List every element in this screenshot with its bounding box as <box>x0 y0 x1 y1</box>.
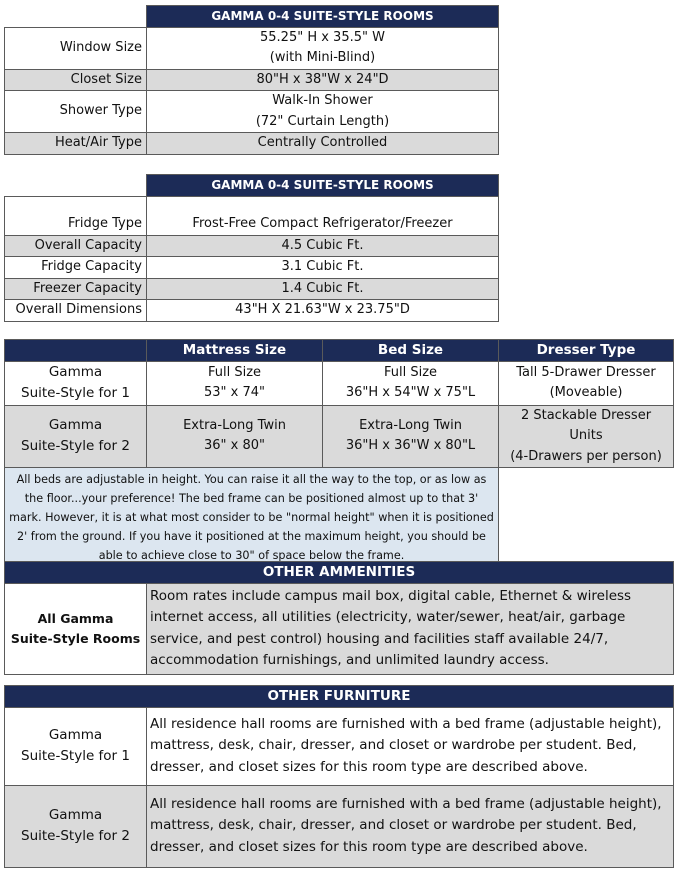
dresser-type-1: Tall 5-Drawer Dresser (Moveable) <box>499 361 674 405</box>
other-furniture-text-2: All residence hall rooms are furnished with a bed frame (adjustable height), mattress, desk, chair, dresser, and closet or wardrobe per student. Bed, dresser, and closet sizes for this room type are described above. <box>147 785 674 867</box>
mattress-size-2: Extra-Long Twin 36" x 80" <box>147 405 323 468</box>
other-furniture-room-label-1: Gamma Suite-Style for 1 <box>5 707 147 785</box>
overall-dimensions-value: 43"H X 21.63"W x 23.75"D <box>147 300 499 322</box>
room-specs-table <box>4 5 499 155</box>
window-size-value: 55.25" H x 35.5" W (with Mini-Blind) <box>147 27 499 69</box>
overall-capacity-value: 4.5 Cubic Ft. <box>147 235 499 257</box>
freezer-capacity-value: 1.4 Cubic Ft. <box>147 278 499 300</box>
amenities-header: OTHER AMMENITIES <box>5 562 674 584</box>
other-furniture-text-1: All residence hall rooms are furnished with a bed frame (adjustable height), mattress, desk, chair, dresser, and closet or wardrobe per student. Bed, dresser, and closet sizes for this room type are described above. <box>147 707 674 785</box>
mattress-size-1: Full Size 53" x 74" <box>147 361 323 405</box>
bed-size-1: Full Size 36"H x 54"W x 75"L <box>323 361 499 405</box>
room-specs-header: GAMMA 0-4 SUITE-STYLE ROOMS <box>147 6 499 28</box>
amenities-text: Room rates include campus mail box, digital cable, Ethernet & wireless internet access, all utilities (electricity, water/sewer, heat/air, garbage service, and pest control) housing and facilities staff available 24/7, accommodation furnishings, and unlimited laundry access. <box>147 583 674 674</box>
mattress-size-header: Mattress Size <box>147 340 323 362</box>
overall-dimensions-label: Overall Dimensions <box>5 300 147 322</box>
closet-size-value: 80"H x 38"W x 24"D <box>147 69 499 91</box>
room-label-2: Gamma Suite-Style for 2 <box>5 405 147 468</box>
amenities-table <box>4 561 674 675</box>
heat-air-type-value: Centrally Controlled <box>147 133 499 155</box>
fridge-type-label: Fridge Type <box>5 196 147 235</box>
fridge-type-value: Frost-Free Compact Refrigerator/Freezer <box>147 196 499 235</box>
fridge-table <box>4 174 499 322</box>
bed-height-note: All beds are adjustable in height. You can raise it all the way to the top, or as low as the floor...your preference! The bed frame can be positioned almost up to that 3' mark. However, it is at what most consider to be "normal height" when it is positioned 2' from the ground. If you have it positioned at the maximum height, you should be able to achieve close to 30" of space below the frame. <box>5 468 499 568</box>
other-furniture-room-label-2: Gamma Suite-Style for 2 <box>5 785 147 867</box>
bed-size-2: Extra-Long Twin 36"H x 36"W x 80"L <box>323 405 499 468</box>
closet-size-label: Closet Size <box>5 69 147 91</box>
freezer-capacity-label: Freezer Capacity <box>5 278 147 300</box>
other-furniture-header: OTHER FURNITURE <box>5 686 674 708</box>
amenities-room-label: All Gamma Suite-Style Rooms <box>5 583 147 674</box>
room-label-1: Gamma Suite-Style for 1 <box>5 361 147 405</box>
window-size-label: Window Size <box>5 27 147 69</box>
dresser-type-2: 2 Stackable Dresser Units (4-Drawers per person) <box>499 405 674 468</box>
fridge-header: GAMMA 0-4 SUITE-STYLE ROOMS <box>147 175 499 197</box>
overall-capacity-label: Overall Capacity <box>5 235 147 257</box>
heat-air-type-label: Heat/Air Type <box>5 133 147 155</box>
shower-type-label: Shower Type <box>5 91 147 133</box>
fridge-capacity-value: 3.1 Cubic Ft. <box>147 257 499 279</box>
shower-type-value: Walk-In Shower (72" Curtain Length) <box>147 91 499 133</box>
other-furniture-table <box>4 685 674 868</box>
dresser-type-header: Dresser Type <box>499 340 674 362</box>
bed-size-header: Bed Size <box>323 340 499 362</box>
fridge-capacity-label: Fridge Capacity <box>5 257 147 279</box>
furniture-sizes-table <box>4 339 674 568</box>
